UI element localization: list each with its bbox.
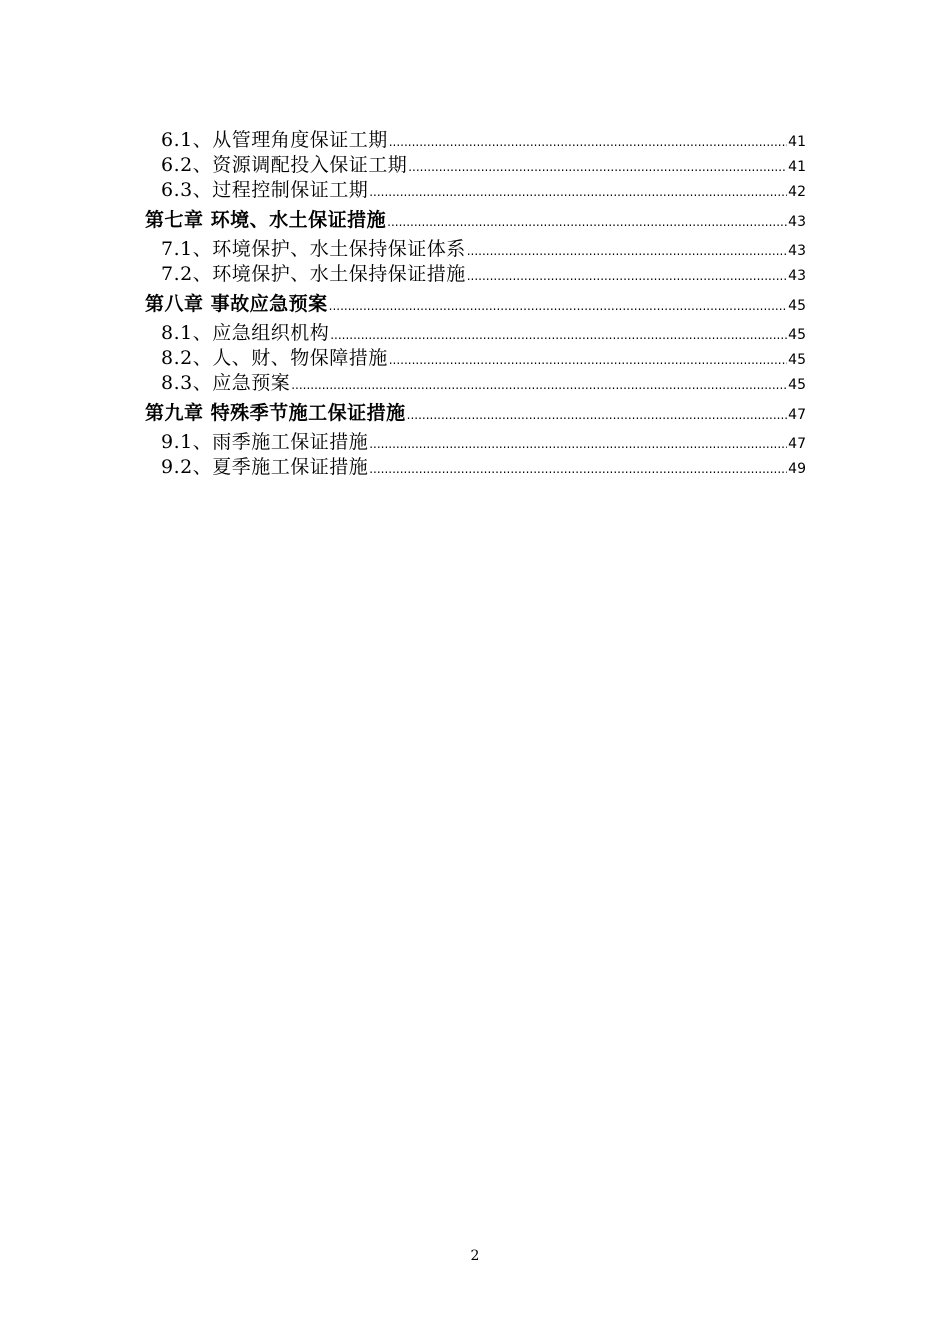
toc-entry-page: 45 <box>788 352 806 368</box>
toc-chapter-9[interactable] <box>145 396 806 430</box>
toc-entry-title: 7.2、环境保护、水土保持保证措施 <box>161 263 466 285</box>
toc-entry-8-1[interactable] <box>145 321 806 346</box>
toc-entry-7-1[interactable] <box>145 237 806 262</box>
toc-dot-leader <box>389 348 787 373</box>
toc-entry-title: 8.2、人、财、物保障措施 <box>161 347 388 369</box>
toc-entry-page: 45 <box>788 377 806 393</box>
toc-entry-8-3[interactable] <box>145 371 806 396</box>
toc-entry-title: 6.3、过程控制保证工期 <box>161 179 369 201</box>
toc-chapter-page: 47 <box>788 407 806 423</box>
toc-dot-leader <box>467 239 787 264</box>
toc-entry-title: 8.3、应急预案 <box>161 372 291 394</box>
toc-chapter-title: 第七章 环境、水土保证措施 <box>145 209 387 231</box>
toc-entry-page: 43 <box>788 243 806 259</box>
toc-chapter-8[interactable] <box>145 287 806 321</box>
toc-entry-title: 6.1、从管理角度保证工期 <box>161 129 388 151</box>
toc-chapter-7[interactable] <box>145 203 806 237</box>
toc-entry-page: 41 <box>788 159 806 175</box>
toc-dot-leader <box>291 373 787 398</box>
toc-entry-page: 49 <box>788 461 806 477</box>
table-of-contents <box>145 128 806 480</box>
toc-dot-leader <box>407 398 788 432</box>
toc-chapter-page: 43 <box>788 214 806 230</box>
toc-entry-title: 7.1、环境保护、水土保持保证体系 <box>161 238 466 260</box>
toc-dot-leader <box>329 289 788 323</box>
toc-dot-leader <box>408 155 787 180</box>
toc-entry-title: 8.1、应急组织机构 <box>161 322 330 344</box>
toc-entry-7-2[interactable] <box>145 262 806 287</box>
toc-dot-leader <box>369 432 787 457</box>
toc-dot-leader <box>330 323 787 348</box>
toc-dot-leader <box>369 457 787 482</box>
toc-dot-leader <box>387 205 787 239</box>
toc-entry-9-1[interactable] <box>145 430 806 455</box>
toc-entry-6-3[interactable] <box>145 178 806 203</box>
toc-entry-page: 41 <box>788 134 806 150</box>
toc-entry-title: 9.1、雨季施工保证措施 <box>161 431 369 453</box>
toc-entry-page: 45 <box>788 327 806 343</box>
toc-chapter-title: 第九章 特殊季节施工保证措施 <box>145 402 406 424</box>
toc-chapter-page: 45 <box>788 298 806 314</box>
toc-entry-6-2[interactable] <box>145 153 806 178</box>
toc-entry-page: 43 <box>788 268 806 284</box>
toc-entry-page: 42 <box>788 184 806 200</box>
toc-dot-leader <box>389 130 787 155</box>
toc-entry-page: 47 <box>788 436 806 452</box>
toc-entry-title: 9.2、夏季施工保证措施 <box>161 456 369 478</box>
toc-entry-9-2[interactable] <box>145 455 806 480</box>
toc-dot-leader <box>467 264 787 289</box>
toc-entry-8-2[interactable] <box>145 346 806 371</box>
page-number: 2 <box>470 1248 480 1264</box>
toc-entry-title: 6.2、资源调配投入保证工期 <box>161 154 408 176</box>
toc-dot-leader <box>369 180 787 205</box>
toc-chapter-title: 第八章 事故应急预案 <box>145 293 328 315</box>
toc-entry-6-1[interactable] <box>145 128 806 153</box>
